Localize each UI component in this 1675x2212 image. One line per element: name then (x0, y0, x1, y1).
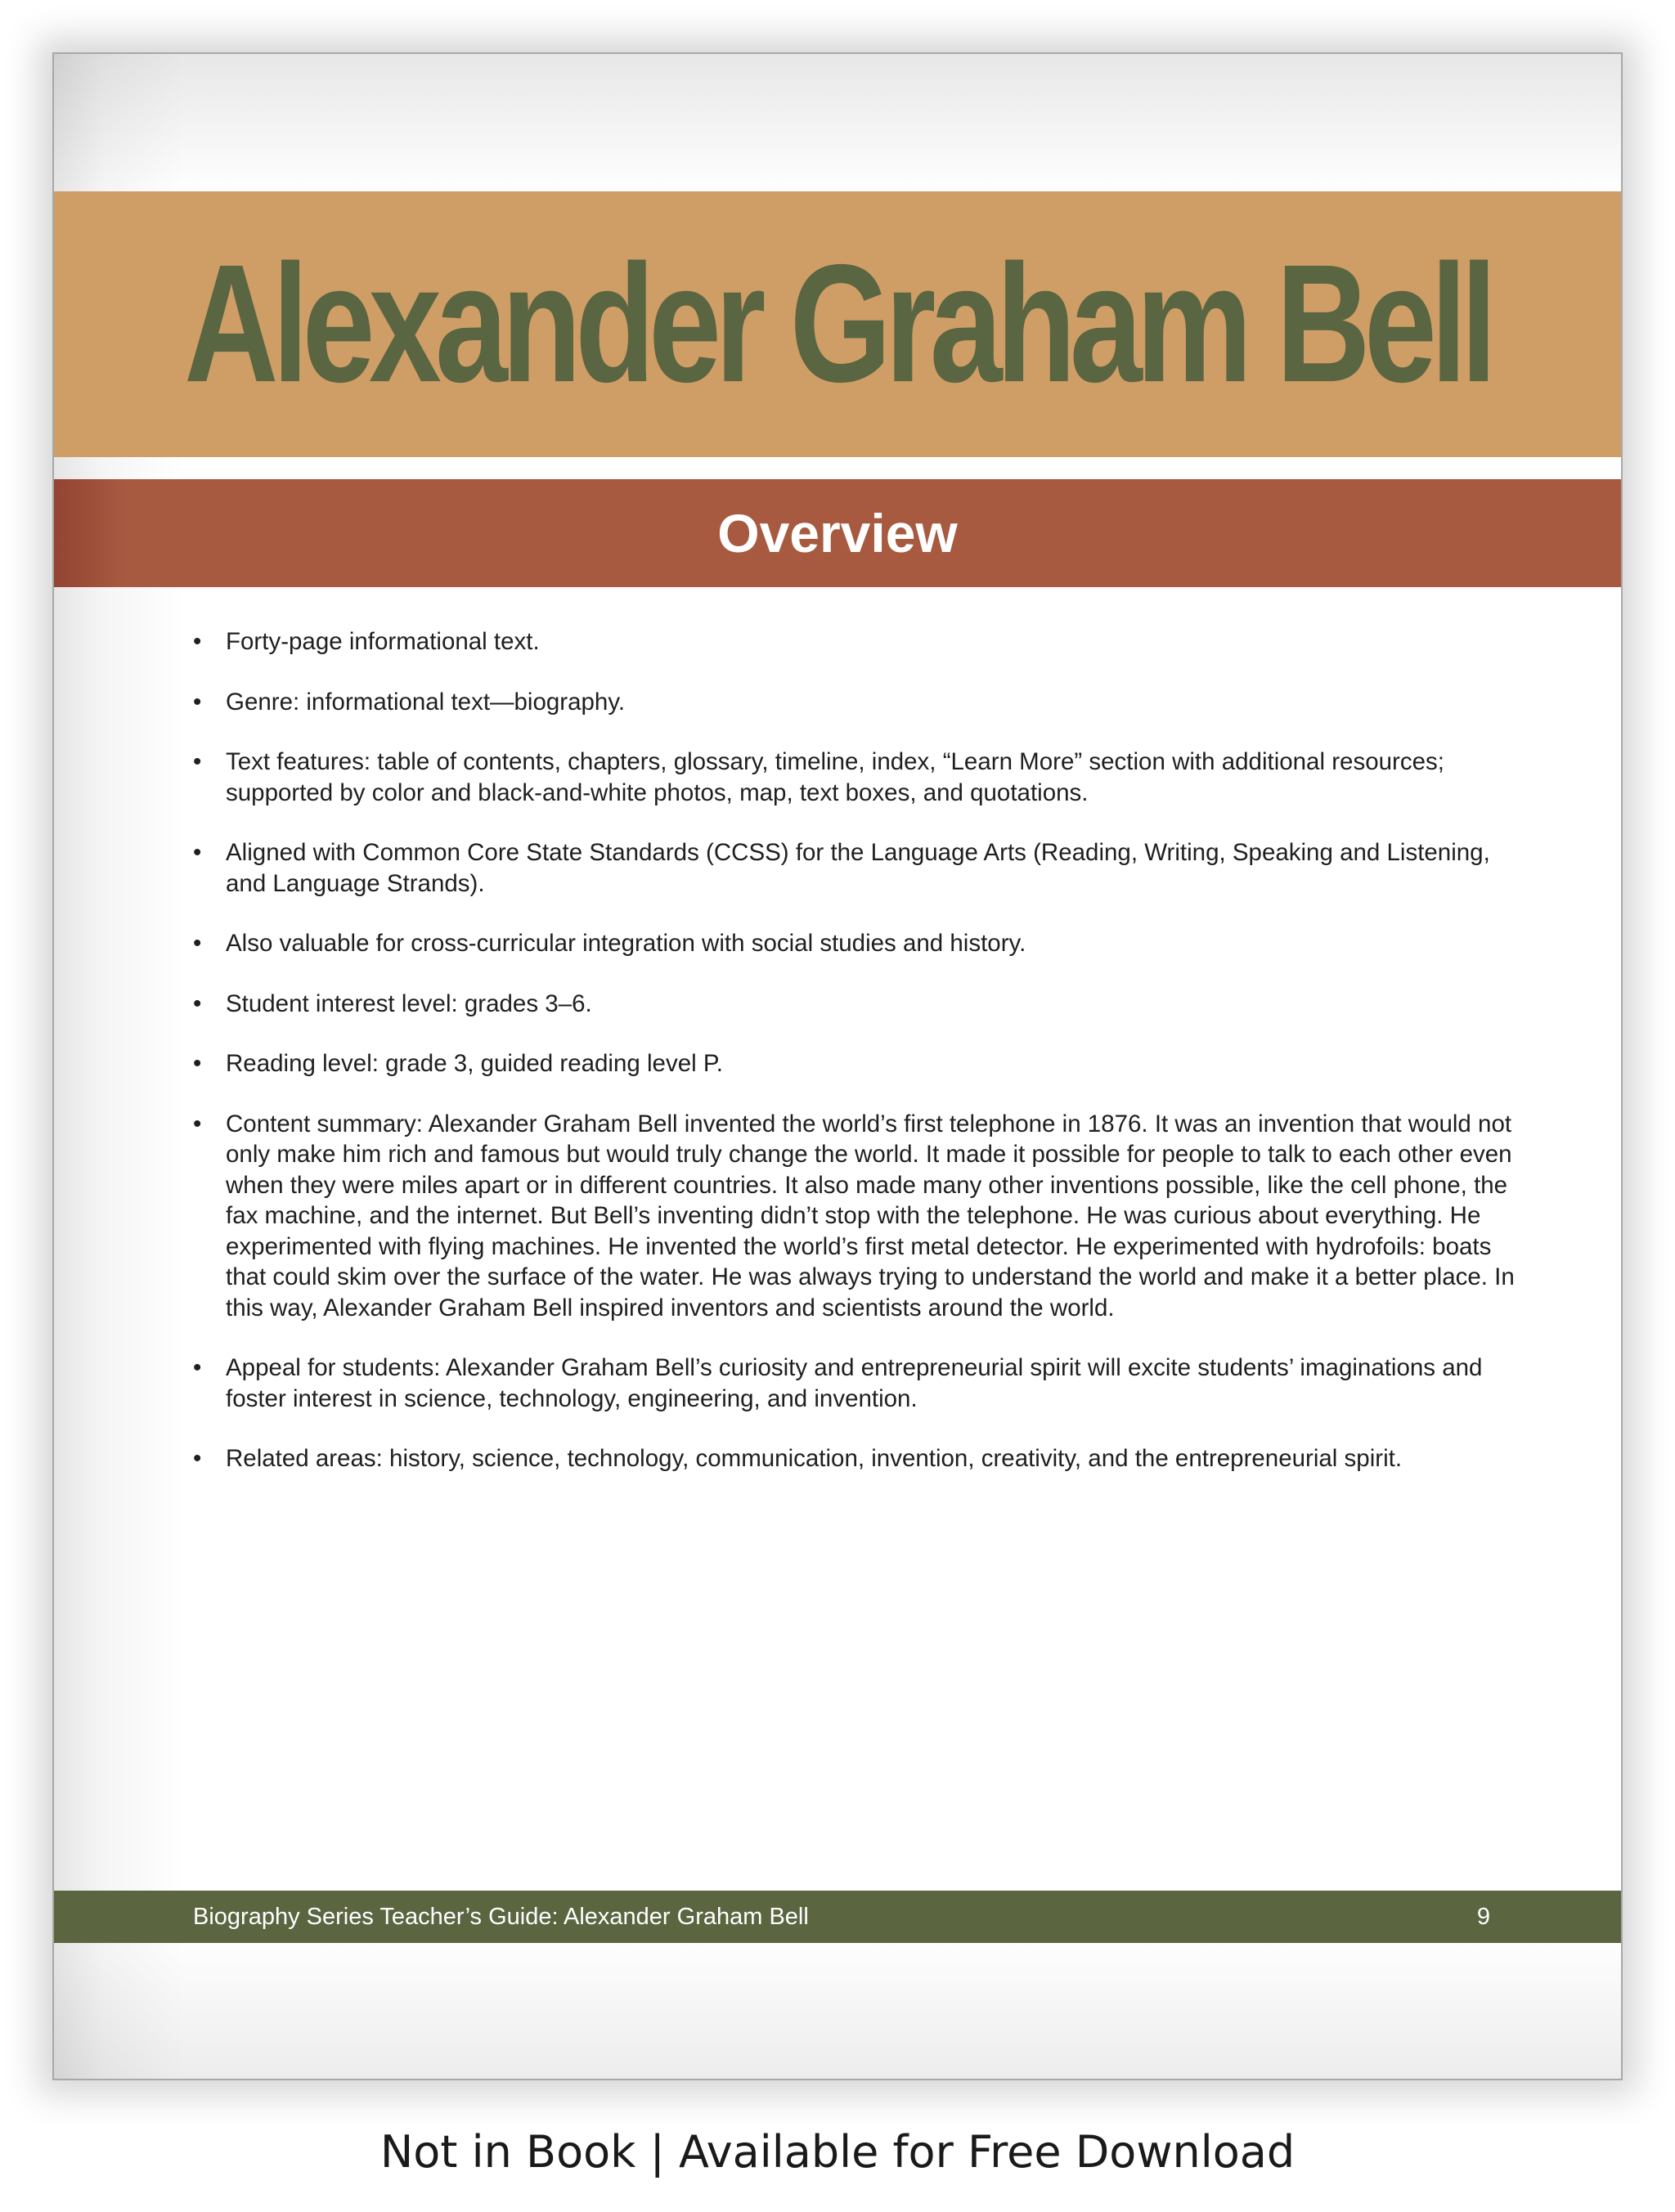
section-heading: Overview (717, 503, 958, 563)
list-item (193, 837, 1518, 899)
bullet-icon: • (193, 628, 202, 655)
list-item-text: Reading level: grade 3, guided reading level P. (226, 1050, 723, 1077)
bullet-icon: • (193, 839, 202, 866)
title-band (54, 191, 1621, 457)
list-item-text: Appeal for students: Alexander Graham Bell’s curiosity and entrepreneurial spirit will excite students’ imaginations and foster interest in science, technology, engineering, and invention. (226, 1354, 1483, 1412)
document-page (52, 52, 1623, 2080)
list-item (193, 1048, 1518, 1079)
footer-title: Biography Series Teacher’s Guide: Alexander Graham Bell (193, 1904, 809, 1930)
bullet-icon: • (193, 1050, 202, 1077)
bullet-icon: • (193, 1110, 202, 1137)
list-item (193, 1353, 1518, 1414)
list-item (193, 1443, 1518, 1474)
list-item-text: Related areas: history, science, technology, communication, invention, creativity, and the entrepreneurial spirit. (226, 1445, 1403, 1472)
bullet-icon: • (193, 930, 202, 957)
list-item (193, 1109, 1518, 1324)
download-caption: Not in Book | Available for Free Download (379, 2126, 1296, 2178)
list-item (193, 626, 1518, 657)
list-item-text: Text features: table of contents, chapters, glossary, timeline, index, “Learn More” section with additional resources; supported by color and black-and-white photos, map, text boxes, and quotations. (226, 748, 1444, 806)
bullet-icon: • (193, 989, 202, 1017)
bullet-icon: • (193, 1354, 202, 1381)
bullet-icon: • (193, 748, 202, 775)
list-item-text: Also valuable for cross-curricular integration with social studies and history. (226, 930, 1026, 957)
overview-list (193, 626, 1518, 1504)
page-number: 9 (1476, 1904, 1490, 1930)
bullet-icon: • (193, 1445, 202, 1472)
bullet-icon: • (193, 688, 202, 716)
list-item (193, 989, 1518, 1020)
list-item-text: Student interest level: grades 3–6. (226, 989, 592, 1017)
page-title: Alexander Graham Bell (184, 230, 1491, 418)
list-item (193, 928, 1518, 959)
section-band (54, 479, 1621, 587)
list-item (193, 747, 1518, 808)
list-item (193, 687, 1518, 718)
list-item-text: Aligned with Common Core State Standards (CCSS) for the Language Arts (Reading, Writing, Speaking and Listening, and Language Strands). (226, 839, 1490, 897)
list-item-text: Forty-page informational text. (226, 628, 540, 655)
footer-band (54, 1891, 1621, 1943)
list-item-text: Genre: informational text—biography. (226, 688, 626, 716)
list-item-text: Content summary: Alexander Graham Bell invented the world’s first telephone in 1876. It was an invention that would not only make him rich and famous but would truly change the world. It made it possible for people to talk to each other even when they were miles apart or in different countries. It also made many other inventions possible, like the cell phone, the fax machine, and the internet. But Bell’s inventing didn’t stop with the telephone. He was curious about everything. He experimented with flying machines. He invented the world’s first metal detector. He experimented with hydrofoils: boats that could skim over the surface of the water. He was always trying to understand the world and make it a better place. In this way, Alexander Graham Bell inspired inventors and scientists around the world. (226, 1110, 1515, 1321)
